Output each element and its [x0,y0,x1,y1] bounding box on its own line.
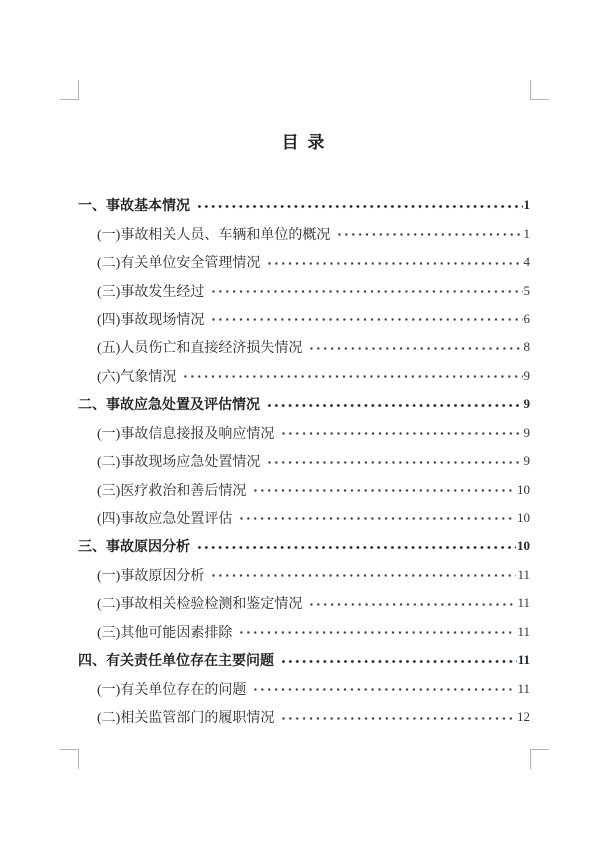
toc-entry[interactable] [78,390,530,418]
dot-leader [237,618,516,646]
toc-entry-page: 11 [517,623,530,639]
toc-entry-page: 4 [523,254,530,270]
page-title: 目 录 [281,133,327,152]
toc-entry-label: 三、事故原因分析 [78,538,190,555]
toc-entry[interactable] [97,703,530,731]
toc-entry-page: 10 [517,510,530,526]
margin-mark-bottom-right [530,749,549,769]
toc-entry[interactable] [97,618,530,646]
toc-entry[interactable] [97,447,530,475]
toc-entry-page: 1 [523,197,530,213]
toc-entry-page: 9 [523,396,530,412]
toc-entry-page: 9 [523,453,530,469]
dot-leader [251,674,516,702]
dot-leader [195,191,523,219]
toc-entry-page: 11 [517,595,530,611]
toc-entry-label: (一)事故相关人员、车辆和单位的概况 [97,227,331,243]
toc-entry-page: 10 [517,538,530,554]
toc-entry-label: (三)事故发生经过 [97,284,205,300]
toc-entry-label: 一、事故基本情况 [78,197,190,214]
dot-leader [279,703,516,731]
toc-entry-page: 6 [523,310,530,326]
toc-entry-label: (二)有关单位安全管理情况 [97,256,261,272]
toc-entry[interactable] [97,504,530,532]
toc-entry[interactable] [97,333,530,361]
dot-leader [237,504,516,532]
margin-mark-top-right [530,80,549,100]
toc-entry[interactable] [78,532,530,560]
toc-entry-label: 二、事故应急处置及评估情况 [78,396,260,413]
toc-entry-page: 9 [523,424,530,440]
toc-entry-label: (四)事故现场情况 [97,312,205,328]
dot-leader [335,219,522,247]
toc-entry[interactable] [97,561,530,589]
toc-entry[interactable] [97,589,530,617]
toc-entry-label: (一)有关单位存在的问题 [97,682,247,698]
dot-leader [209,276,522,304]
toc-entry[interactable] [97,248,530,276]
toc-entry[interactable] [78,191,530,219]
toc-entry-label: (二)事故现场应急处置情况 [97,455,261,471]
toc-entry-page: 11 [517,566,530,582]
dot-leader [307,333,522,361]
dot-leader [307,589,516,617]
toc-entry-page: 9 [523,367,530,383]
toc-entry-page: 11 [517,680,530,696]
toc-entry-page: 11 [517,652,530,668]
toc-entry-label: (二)事故相关检验检测和鉴定情况 [97,597,303,613]
margin-mark-top-left [60,80,79,100]
toc-entry-label: (四)事故应急处置评估 [97,512,233,528]
dot-leader [195,532,516,560]
toc-entry[interactable] [78,646,530,674]
dot-leader [181,362,522,390]
toc-entry-label: (五)人员伤亡和直接经济损失情况 [97,341,303,357]
dot-leader [265,390,523,418]
dot-leader [251,475,516,503]
toc-entry-label: (一)事故信息接报及响应情况 [97,426,275,442]
toc-entry-label: (六)气象情况 [97,369,177,385]
toc-entry[interactable] [97,276,530,304]
dot-leader [265,248,522,276]
toc-entry-page: 8 [523,339,530,355]
toc-entry-page: 12 [517,709,530,725]
toc-entry[interactable] [97,475,530,503]
dot-leader [209,561,516,589]
dot-leader [279,419,522,447]
toc-entry-label: 四、有关责任单位存在主要问题 [78,652,274,669]
margin-mark-bottom-left [60,749,79,769]
toc-entry[interactable] [97,362,530,390]
toc-entry[interactable] [97,674,530,702]
toc-entry-label: (一)事故原因分析 [97,568,205,584]
dot-leader [209,305,522,333]
table-of-contents [78,191,530,731]
toc-entry-page: 10 [517,481,530,497]
toc-entry[interactable] [97,419,530,447]
toc-entry[interactable] [97,219,530,247]
toc-entry[interactable] [97,305,530,333]
toc-entry-page: 5 [523,282,530,298]
toc-entry-label: (二)相关监管部门的履职情况 [97,711,275,727]
dot-leader [279,646,517,674]
toc-entry-page: 1 [523,225,530,241]
toc-entry-label: (三)医疗救治和善后情况 [97,483,247,499]
toc-entry-label: (三)其他可能因素排除 [97,625,233,641]
dot-leader [265,447,522,475]
